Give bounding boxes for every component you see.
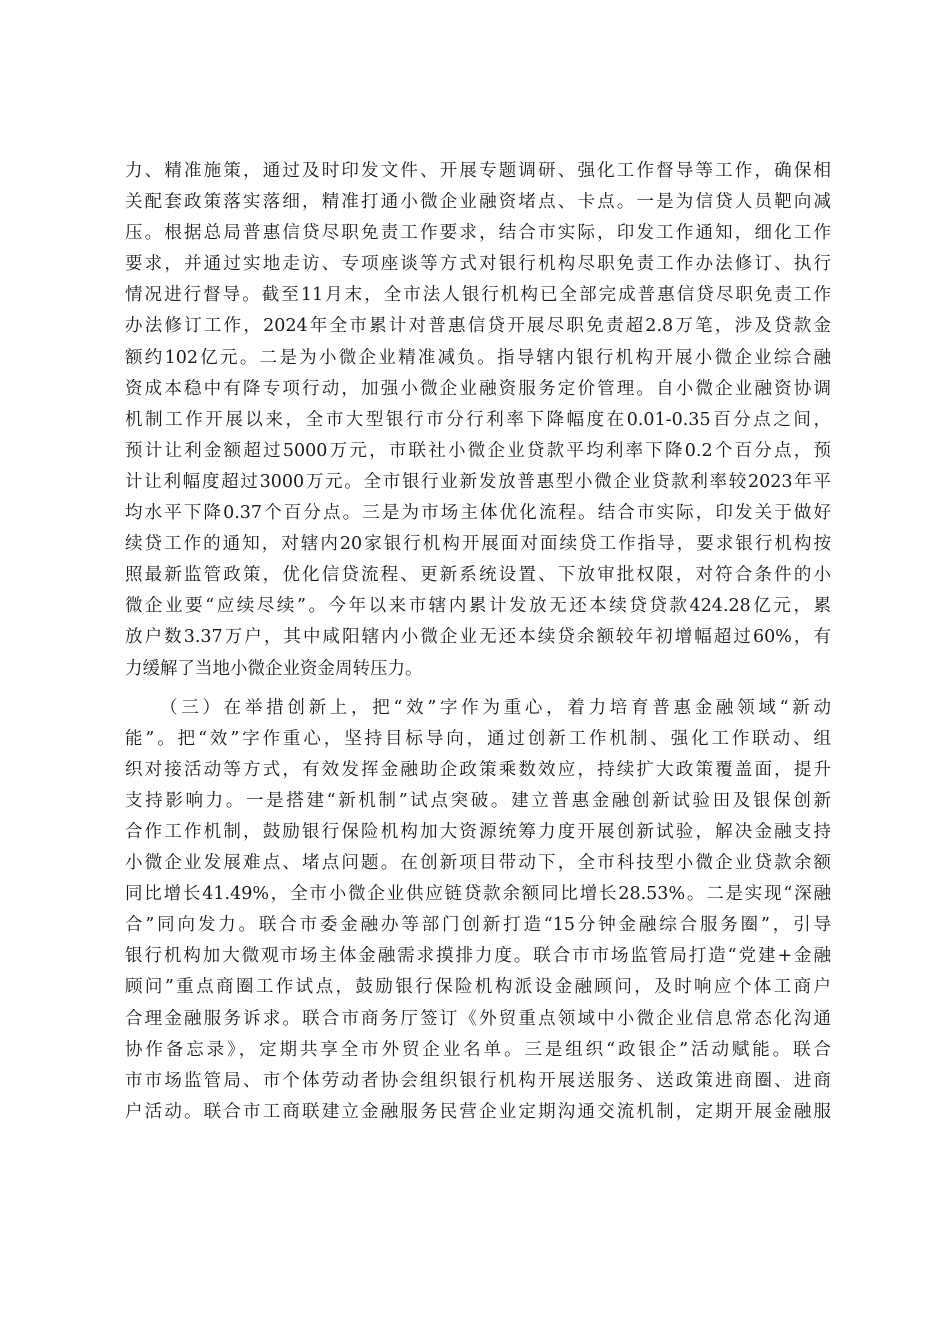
- text-line: 力缓解了当地小微企业资金周转压力。: [125, 658, 423, 679]
- text-line: 支持影响力。一是搭建“新机制”试点突破。建立普惠金融创新试验田及银保创新: [125, 790, 831, 811]
- text-line: 顾问”重点商圈工作试点，鼓励银行保险机构派设金融顾问，及时响应个体工商户: [125, 977, 831, 998]
- text-line: 关配套政策落实落细，精准打通小微企业融资堵点、卡点。一是为信贷人员靶向减: [125, 192, 831, 213]
- text-line: 预计让利金额超过5000万元，市联社小微企业贷款平均利率下降0.2个百分点，预: [125, 440, 831, 461]
- text-line: 要求，并通过实地走访、专项座谈等方式对银行机构尽职免责工作办法修订、执行: [125, 254, 831, 275]
- text-line: 同比增长41.49%，全市小微企业供应链贷款余额同比增长28.53%。二是实现“深融: [125, 884, 831, 905]
- text-line: 办法修订工作，2024年全市累计对普惠信贷开展尽职免责超2.8万笔，涉及贷款金: [125, 316, 831, 337]
- paragraph-spacer: [125, 685, 831, 693]
- text-line: 照最新监管政策，优化信贷流程、更新系统设置、下放审批权限，对符合条件的小: [125, 565, 831, 586]
- text-line: 资成本稳中有降专项行动，加强小微企业融资服务定价管理。自小微企业融资协调: [125, 378, 831, 399]
- text-line: 均水平下降0.37个百分点。三是为市场主体优化流程。结合市实际，印发关于做好: [125, 503, 831, 524]
- text-line: 情况进行督导。截至11月末，全市法人银行机构已全部完成普惠信贷尽职免责工作: [125, 285, 831, 306]
- text-line: 能”。把“效”字作重心，坚持目标导向，通过创新工作机制、强化工作联动、组: [125, 728, 831, 749]
- text-line: 额约102亿元。二是为小微企业精准减负。指导辖内银行机构开展小微企业综合融: [125, 347, 831, 368]
- paragraph-1: [125, 156, 831, 685]
- text-line: 户活动。联合市工商联建立金融服务民营企业定期沟通交流机制，定期开展金融服: [125, 1101, 831, 1122]
- text-line: 力、精准施策，通过及时印发文件、开展专题调研、强化工作督导等工作，确保相: [125, 161, 831, 181]
- text-line: 压。根据总局普惠信贷尽职免责工作要求，结合市实际，印发工作通知，细化工作: [125, 223, 831, 244]
- text-line: 微企业要“应续尽续”。今年以来市辖内累计发放无还本续贷贷款424.28亿元，累: [125, 596, 831, 617]
- text-line: 合理金融服务诉求。联合市商务厅签订《外贸重点领域中小微企业信息常态化沟通: [125, 1008, 831, 1029]
- text-line: 续贷工作的通知，对辖内20家银行机构开展面对面续贷工作指导，要求银行机构按: [125, 534, 831, 555]
- text-line: 市市场监管局、市个体劳动者协会组织银行机构开展送服务、送政策进商圈、进商: [125, 1070, 831, 1091]
- text-line: 织对接活动等方式，有效发挥金融助企政策乘数效应，持续扩大政策覆盖面，提升: [125, 759, 831, 780]
- text-line: （三）在举措创新上，把“效”字作为重心，着力培育普惠金融领域“新动: [160, 697, 831, 718]
- text-line: 协作备忘录》，定期共享全市外贸企业名单。三是组织“政银企”活动赋能。联合: [125, 1039, 831, 1060]
- text-line: 计让利幅度超过3000万元。全市银行业新发放普惠型小微企业贷款利率较2023年平: [125, 471, 831, 492]
- text-line: 小微企业发展难点、堵点问题。在创新项目带动下，全市科技型小微企业贷款余额: [125, 853, 831, 874]
- paragraph-2: [125, 693, 831, 1128]
- text-line: 合”同向发力。联合市委金融办等部门创新打造“15分钟金融综合服务圈”，引导: [125, 915, 831, 936]
- text-line: 银行机构加大微观市场主体金融需求摸排力度。联合市市场监管局打造“党建+金融: [125, 946, 831, 967]
- text-line: 放户数3.37万户，其中咸阳辖内小微企业无还本续贷余额较年初增幅超过60%，有: [125, 627, 831, 648]
- text-line: 合作工作机制，鼓励银行保险机构加大资源统筹力度开展创新试验，解决金融支持: [125, 821, 831, 842]
- document-body: [125, 156, 831, 1128]
- text-line: 机制工作开展以来，全市大型银行市分行利率下降幅度在0.01-0.35百分点之间，: [125, 409, 831, 430]
